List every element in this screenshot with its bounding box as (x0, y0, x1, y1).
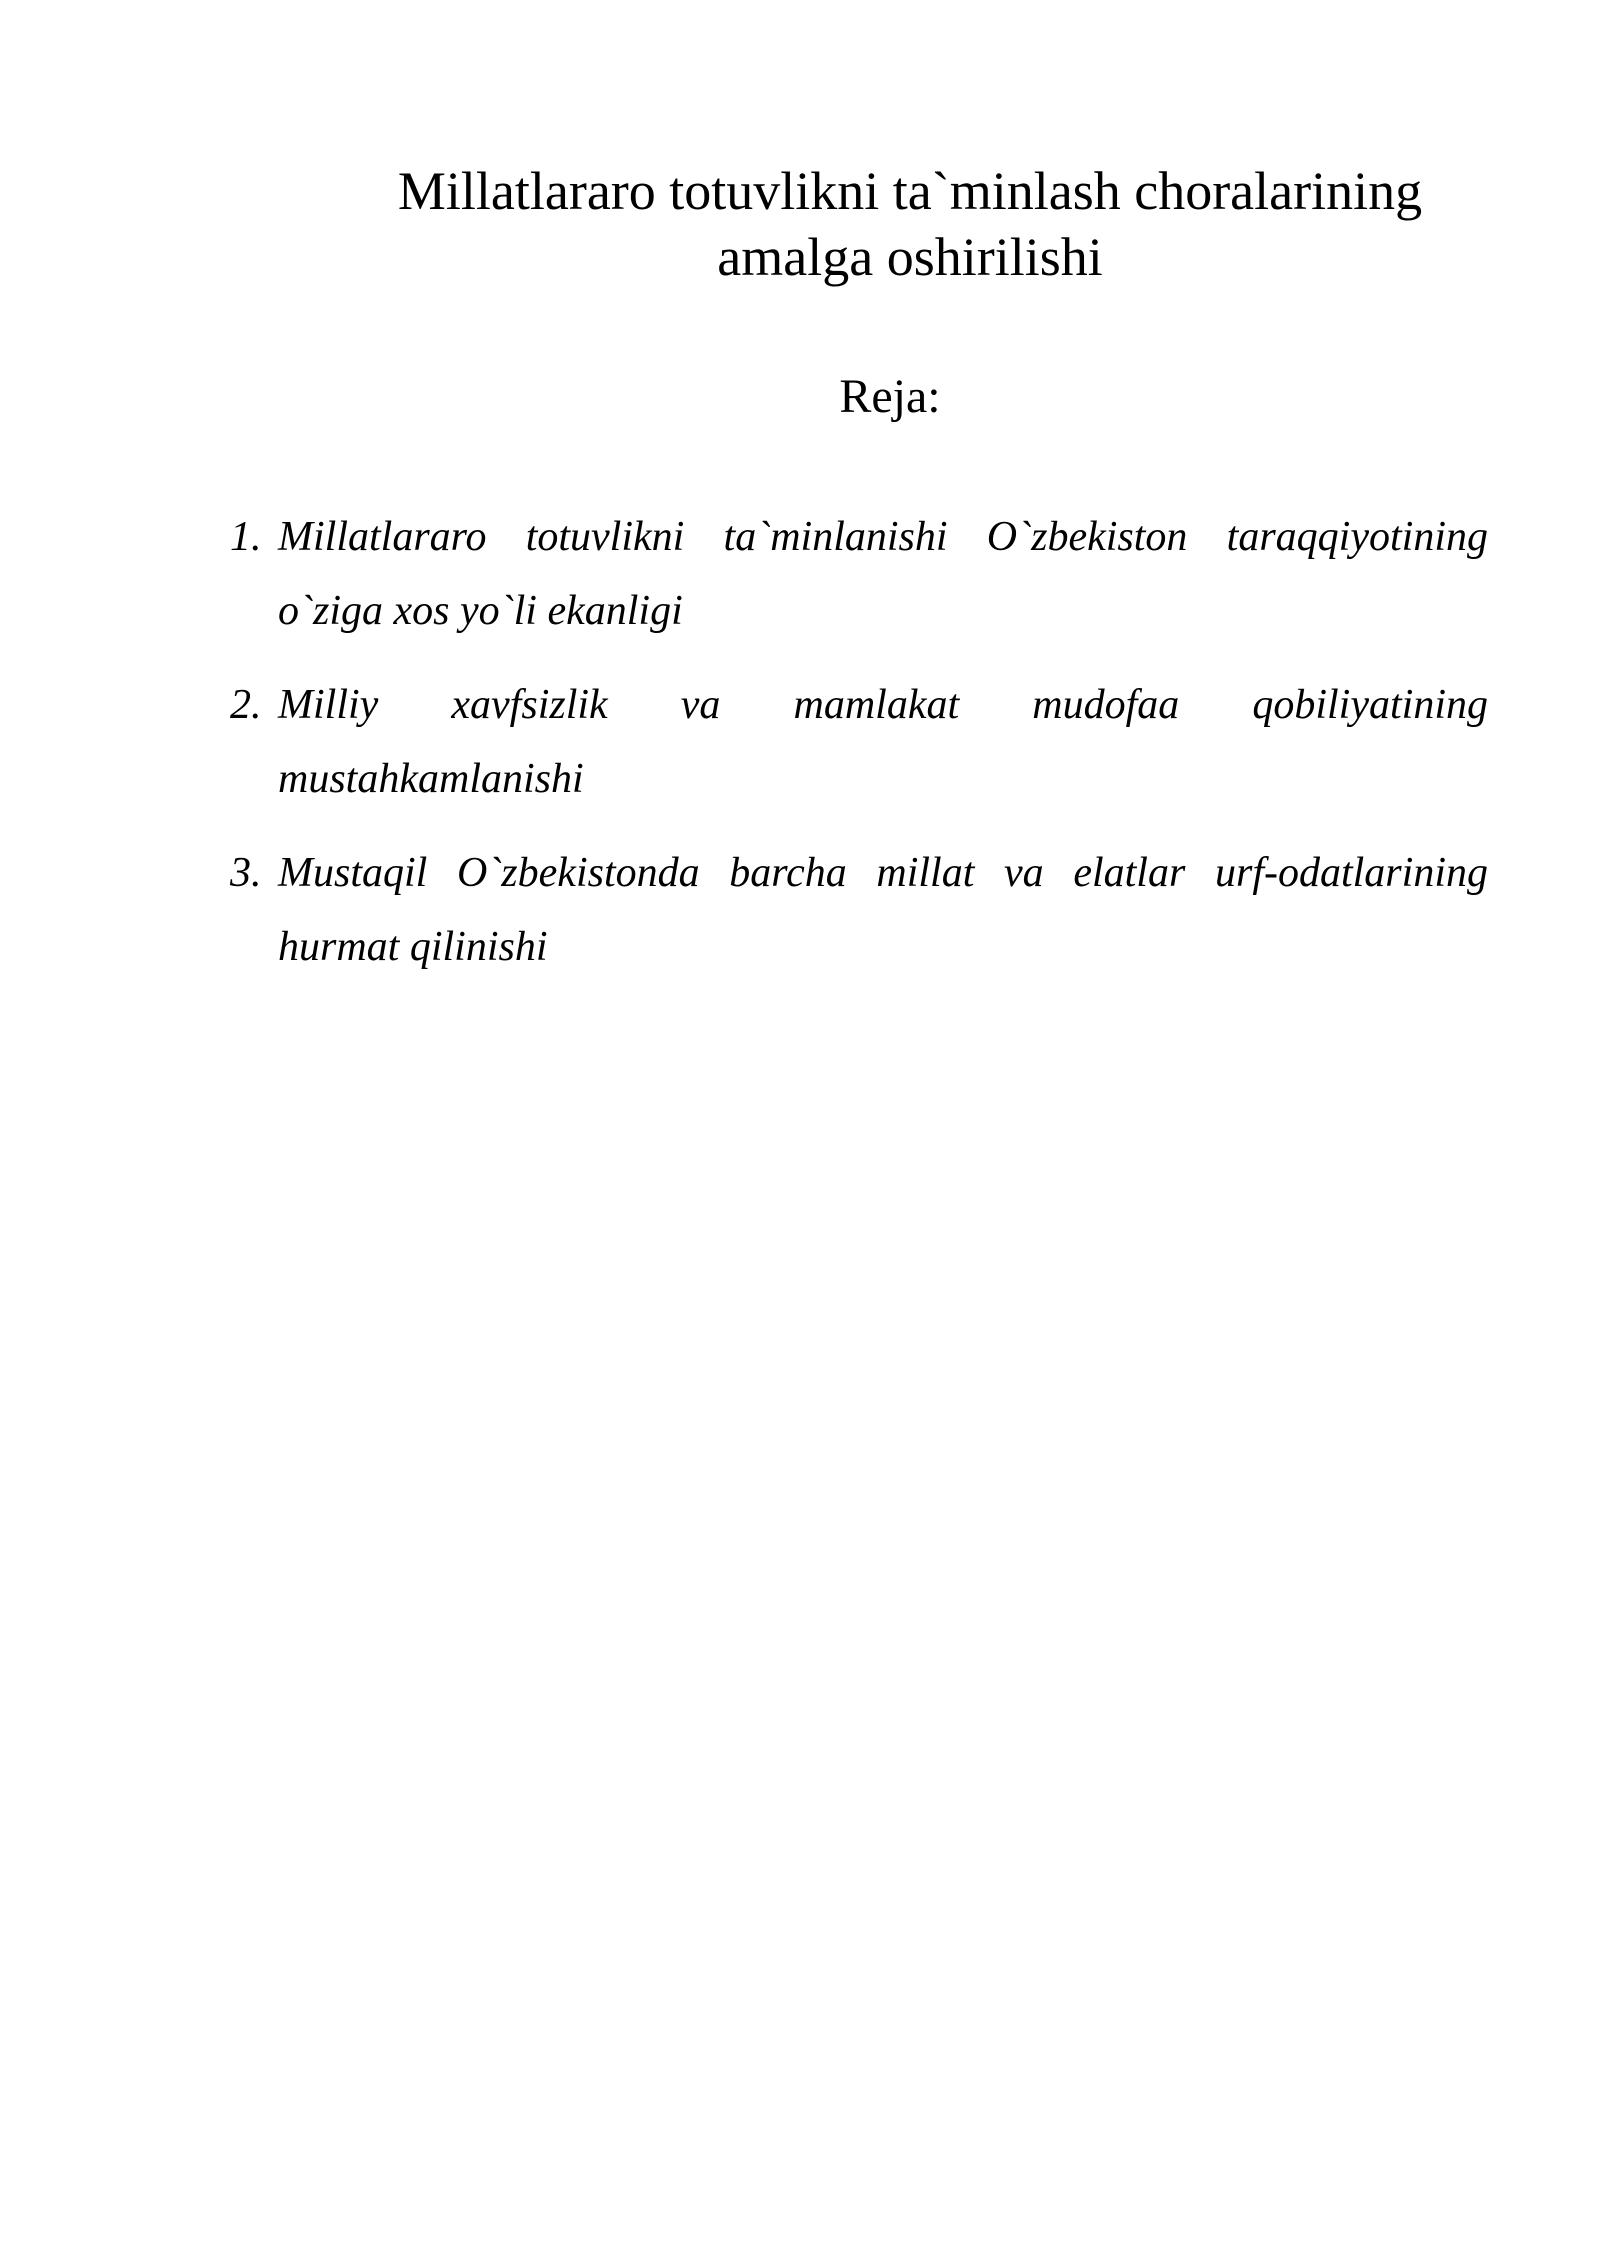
title-line-1: Millatlararo totuvlikni ta`minlash choralarining (397, 161, 1423, 221)
plan-item-text: Mustaqil O`zbekistonda barcha millat va elatlar urf-odatlarining hurmat qilinishi (278, 850, 1488, 970)
plan-item-1 (230, 500, 1488, 648)
plan-item-text: Milliy xavfsizlik va mamlakat mudofaa qobiliyatining mustahkamlanishi (278, 682, 1488, 802)
plan-list (230, 500, 1488, 984)
plan-heading: Reja: (839, 370, 941, 423)
title-line-2: amalga oshirilishi (717, 227, 1103, 287)
plan-item-number: 3. (230, 850, 262, 896)
plan-item-number: 1. (230, 514, 262, 560)
plan-item-number: 2. (230, 682, 262, 728)
plan-item-text: Millatlararo totuvlikni ta`minlanishi O`zbekiston taraqqiyotining o`ziga xos yo`li ekanligi (278, 514, 1488, 634)
document-title (330, 158, 1490, 290)
plan-item-2 (230, 668, 1488, 816)
plan-item-3 (230, 836, 1488, 984)
